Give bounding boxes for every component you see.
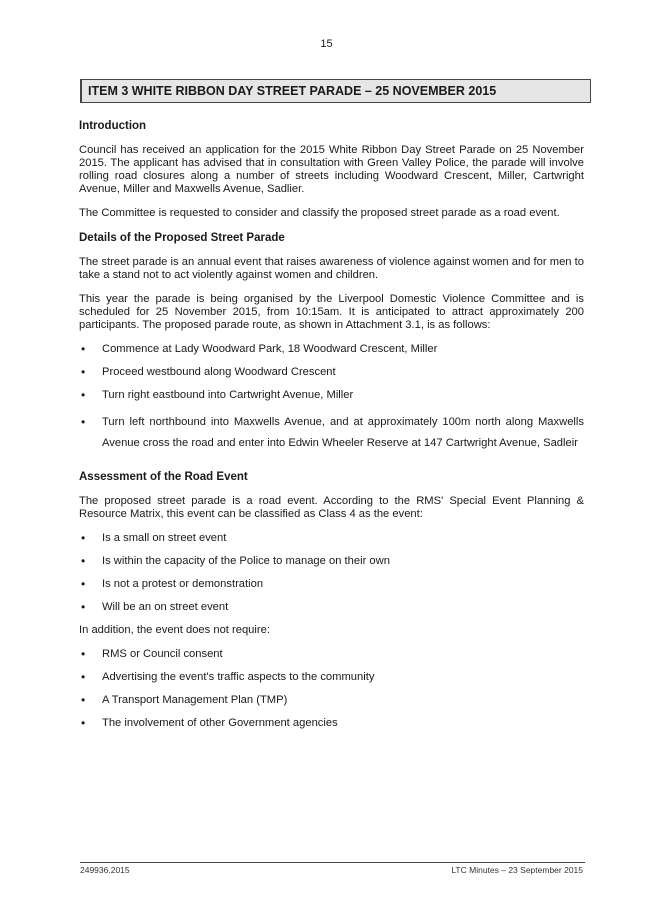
list-item: • Turn right eastbound into Cartwright Avenue, Miller: [79, 389, 584, 402]
list-item: • Is a small on street event: [79, 532, 584, 545]
assessment-paragraph-1: The proposed street parade is a road event. According to the RMS' Special Event Planning & Resource Matrix, this event can be classified as Class 4 as the event:: [79, 495, 584, 520]
list-item: • Commence at Lady Woodward Park, 18 Woodward Crescent, Miller: [79, 343, 584, 356]
introduction-paragraph-1: Council has received an application for the 2015 White Ribbon Day Street Parade on 25 November 2015. The applicant has advised that in consultation with Green Valley Police, the parade will involve rolling road closures along a number of streets including Woodward Crescent, Miller, Cartwright Avenue, Miller and Maxwells Avenue, Sadlier.: [79, 144, 584, 195]
list-item: • Is within the capacity of the Police to manage on their own: [79, 555, 584, 568]
details-paragraph-1: The street parade is an annual event that raises awareness of violence against women and for men to take a stand not to act violently against women and children.: [79, 256, 584, 281]
assessment-heading: Assessment of the Road Event: [79, 471, 248, 483]
list-item: • Is not a protest or demonstration: [79, 578, 584, 591]
list-item: • Advertising the event's traffic aspects to the community: [79, 671, 584, 684]
list-item: • The involvement of other Government agencies: [79, 717, 584, 730]
list-item: • A Transport Management Plan (TMP): [79, 694, 584, 707]
list-item: • Turn left northbound into Maxwells Avenue, and at approximately 100m north along Maxwells Avenue cross the road and enter into Edwin Wheeler Reserve at 147 Cartwright Avenue, Sadleir: [79, 412, 584, 454]
details-paragraph-2: This year the parade is being organised by the Liverpool Domestic Violence Committee and is scheduled for 25 November 2015, from 10:15am. It is anticipated to attract approximately 200 participants. The proposed parade route, as shown in Attachment 3.1, is as follows:: [79, 293, 584, 331]
list-item: • RMS or Council consent: [79, 648, 584, 661]
list-item: • Will be an on street event: [79, 601, 584, 614]
details-heading: Details of the Proposed Street Parade: [79, 232, 285, 244]
criteria-list: [79, 532, 584, 614]
assessment-paragraph-2: In addition, the event does not require:: [79, 624, 270, 636]
introduction-paragraph-2: The Committee is requested to consider and classify the proposed street parade as a road event.: [79, 207, 560, 219]
page-number: 15: [320, 38, 333, 50]
footer-divider: [80, 862, 585, 863]
document-reference: 249936.2015: [80, 865, 130, 875]
item-header: ITEM 3 WHITE RIBBON DAY STREET PARADE – 25 NOVEMBER 2015: [80, 79, 591, 103]
list-item: • Proceed westbound along Woodward Crescent: [79, 366, 584, 379]
route-list: [79, 343, 584, 454]
footer-title: LTC Minutes – 23 September 2015: [451, 865, 583, 875]
introduction-heading: Introduction: [79, 120, 147, 132]
not-required-list: [79, 648, 584, 730]
document-body: [79, 119, 584, 740]
